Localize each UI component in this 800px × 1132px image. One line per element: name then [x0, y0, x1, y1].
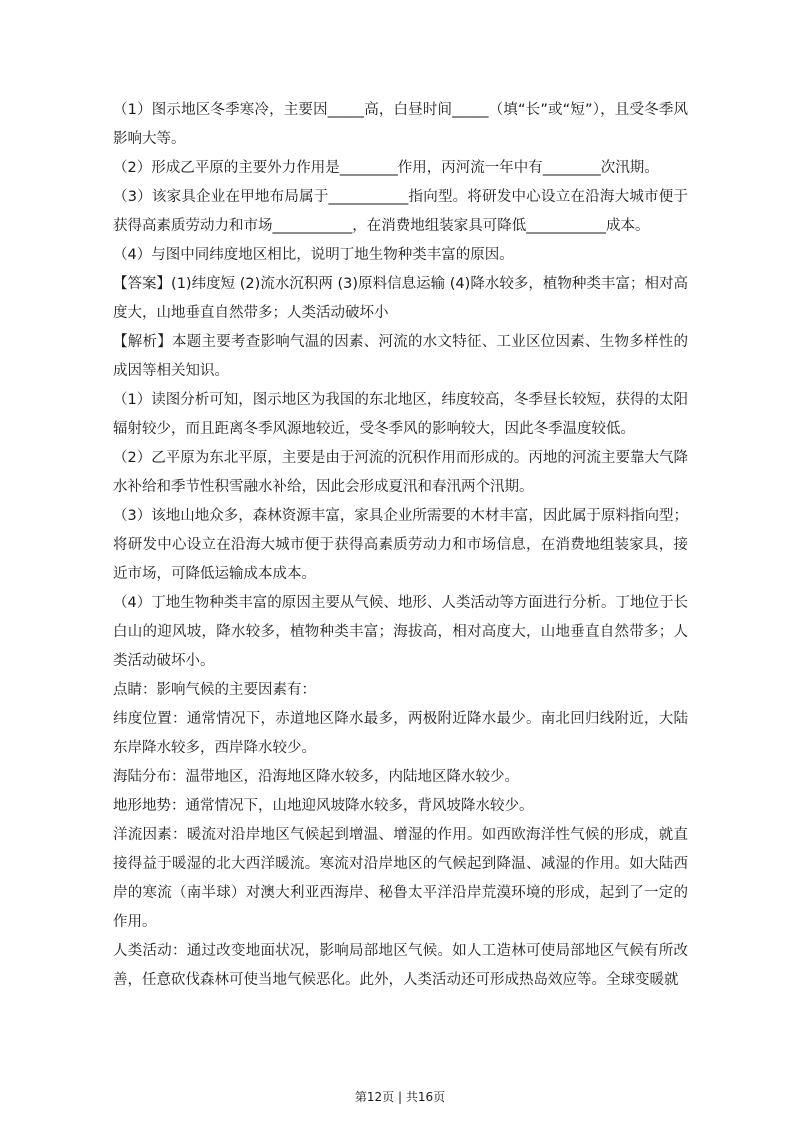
analysis-1: （1）读图分析可知，图示地区为我国的东北地区，纬度较高，冬季昼长较短，获得的太阳辐射较少，而且距离冬季风源地较近，受冬季风的影响较大，因此冬季温度较低。 — [113, 392, 688, 437]
note-ocean-current: 洋流因素：暖流对沿岸地区气候起到增温、增湿的作用。如西欧海洋性气候的形成，就直接得益于暖湿的北大西洋暖流。寒流对沿岸地区的气候起到降温、减湿的作用。如大陆西岸的寒流（南半球）对澳大利亚西海岸、秘鲁太平洋沿岸荒漠环境的形成，起到了一定的作用。 — [113, 827, 688, 930]
analysis-2: （2）乙平原为东北平原，主要是由于河流的沉积作用而形成的。丙地的河流主要靠大气降水补给和季节性积雪融水补给，因此会形成夏汛和春汛两个汛期。 — [113, 450, 688, 495]
note-human-activity: 人类活动：通过改变地面状况，影响局部地区气候。如人工造林可使局部地区气候有所改善，任意砍伐森林可使当地气候恶化。此外，人类活动还可形成热岛效应等。全球变暖就 — [113, 943, 688, 988]
question-2: （2）形成乙平原的主要外力作用是________作用，丙河流一年中有________次汛期。 — [113, 160, 659, 176]
note-land-sea: 海陆分布：温带地区，沿海地区降水较多，内陆地区降水较少。 — [113, 769, 519, 785]
question-3: （3）该家具企业在甲地布局属于___________指向型。将研发中心设立在沿海大城市便于获得高素质劳动力和市场___________，在消费地组装家具可降低___________成本。 — [113, 189, 688, 234]
page-footer: 第12页 | 共16页 — [354, 1090, 446, 1104]
analysis-3: （3）该地山地众多，森林资源丰富，家具企业所需要的木材丰富，因此属于原料指向型；将研发中心设立在沿海大城市便于获得高素质劳动力和市场信息，在消费地组装家具，接近市场，可降低运输成本成本。 — [113, 508, 688, 582]
notes-title: 点睛：影响气候的主要因素有： — [113, 682, 316, 698]
analysis-intro: 【解析】本题主要考查影响气温的因素、河流的水文特征、工业区位因素、生物多样性的成因等相关知识。 — [113, 334, 688, 379]
answer-paragraph: 【答案】(1)纬度短 (2)流水沉积两 (3)原料信息运输 (4)降水较多，植物种类丰富；相对高度大，山地垂直自然带多；人类活动破坏小 — [113, 276, 688, 321]
question-4: （4）与图中同纬度地区相比，说明丁地生物种类丰富的原因。 — [113, 247, 514, 263]
question-1: （1）图示地区冬季寒冷，主要因_____高，白昼时间_____（填“长”或“短”），且受冬季风影响大等。 — [113, 102, 688, 147]
note-latitude: 纬度位置：通常情况下，赤道地区降水最多，两极附近降水最少。南北回归线附近，大陆东岸降水较多，西岸降水较少。 — [113, 711, 688, 756]
page-content — [113, 96, 688, 995]
analysis-4: （4）丁地生物种类丰富的原因主要从气候、地形、人类活动等方面进行分析。丁地位于长白山的迎风坡，降水较多，植物种类丰富；海拔高，相对高度大，山地垂直自然带多；人类活动破坏小。 — [113, 595, 688, 669]
note-terrain: 地形地势：通常情况下，山地迎风坡降水较多，背风坡降水较少。 — [113, 798, 534, 814]
